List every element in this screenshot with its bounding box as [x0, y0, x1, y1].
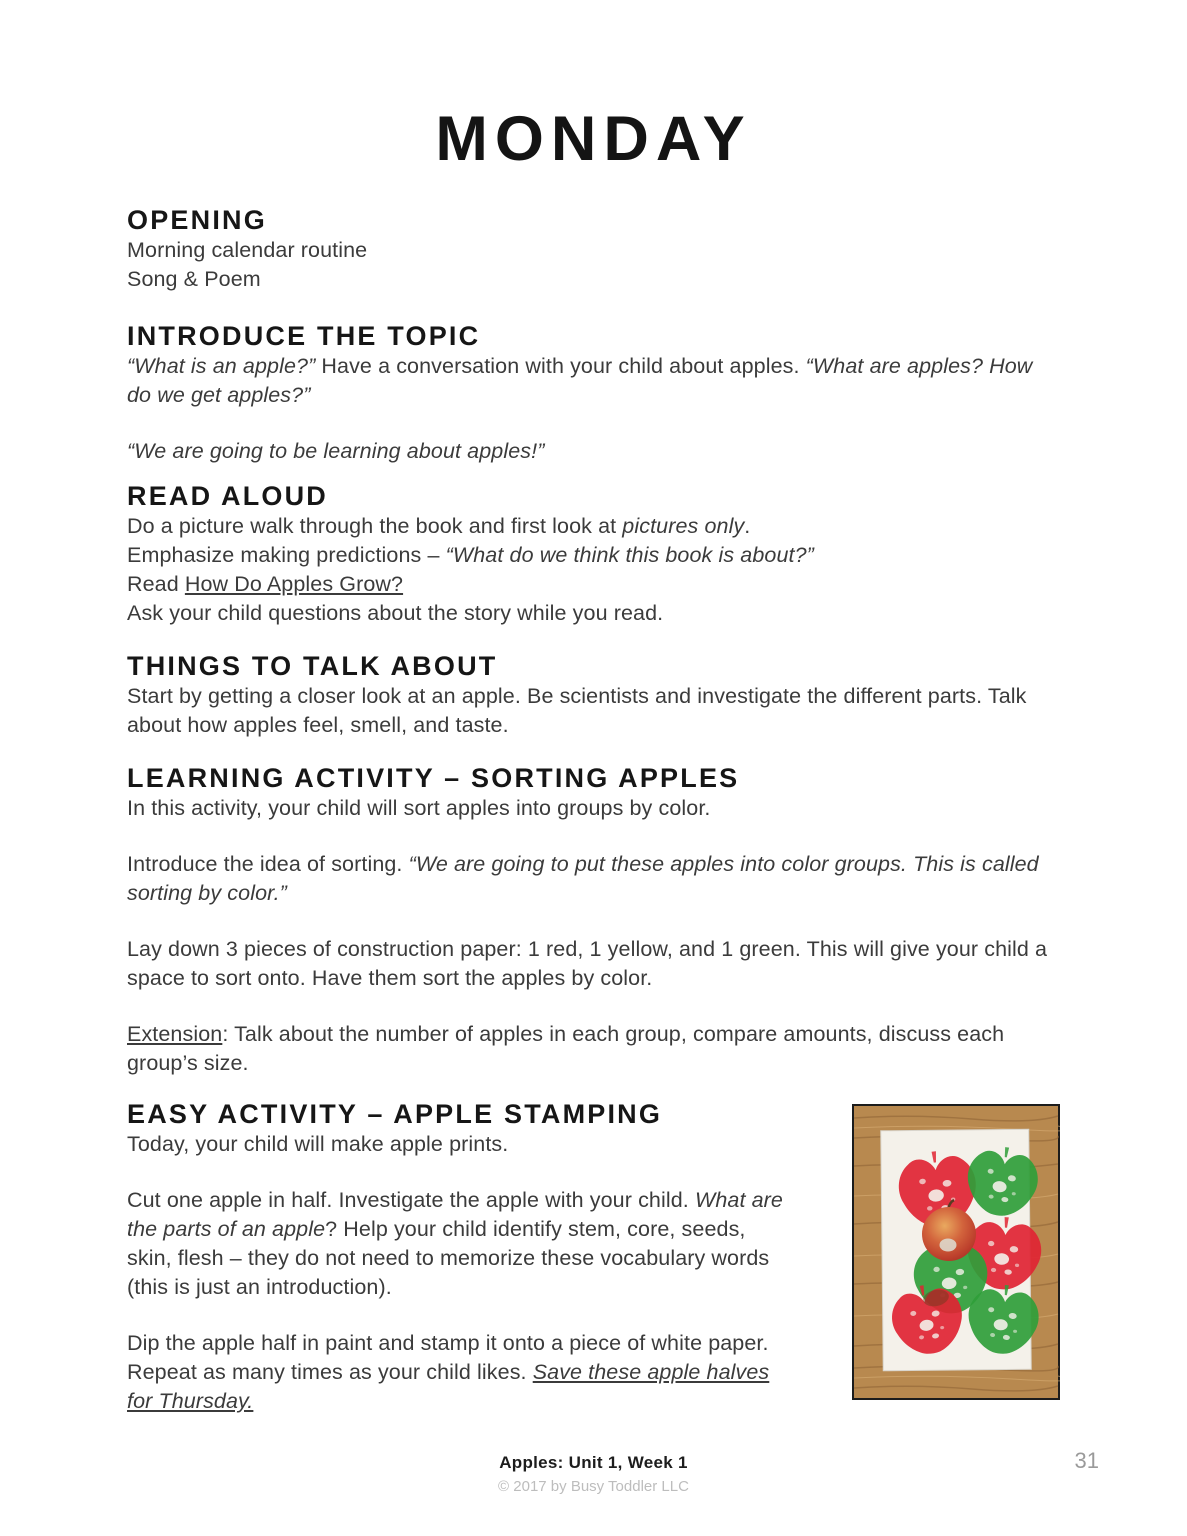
text-run: Today, your child will make apple prints. [127, 1132, 509, 1156]
things-to-talk-about-heading: THINGS TO TALK ABOUT [127, 651, 498, 681]
text-run: Ask your child questions about the story while you read. [127, 601, 664, 625]
opening-line: Song & Poem [127, 267, 261, 291]
extension-paragraph [127, 1020, 1060, 1078]
section-read-aloud [127, 480, 1060, 628]
footer-unit-label: Apples: Unit 1, Week 1 [499, 1453, 688, 1472]
text-run: Introduce the idea of sorting. [127, 852, 409, 876]
text-run: Have a conversation with your child about apples. [315, 354, 806, 378]
page-title: MONDAY [435, 104, 752, 174]
text-run: pictures only [622, 514, 745, 538]
text-run: Extension [127, 1022, 223, 1046]
read-aloud-line [127, 541, 1060, 570]
text-run: Start by getting a closer look at an apple. Be scientists and investigate the different parts. Talk about how apples feel, smell, and taste. [127, 684, 1027, 737]
text-run: : Talk about the number of apples in each group, compare amounts, discuss each group’s size. [127, 1022, 1005, 1075]
read-aloud-heading: READ ALOUD [127, 481, 328, 511]
text-run: Read [127, 572, 185, 596]
text-run: Dip the apple half in paint and stamp it onto a piece of white paper. Repeat as many times as your child likes. [127, 1331, 769, 1384]
text-run: “We are going to be learning about apples!” [127, 439, 545, 463]
text-run: Cut one apple in half. Investigate the apple with your child. [127, 1188, 695, 1212]
paragraph [127, 935, 1060, 993]
text-run: ? Help your child identify stem, core, seeds, skin, flesh – they do not need to memorize these vocabulary words (this is just an introduction). [127, 1217, 770, 1299]
text-run: “We are going to put these apples into color groups. This is called sorting by color.” [127, 852, 1039, 905]
introduce-topic-heading: INTRODUCE THE TOPIC [127, 321, 481, 351]
paragraph [127, 352, 1060, 410]
text-run: “What do we think this book is about?” [445, 543, 814, 567]
paragraph [127, 682, 1060, 740]
section-things-to-talk-about [127, 650, 1060, 740]
paragraph [127, 1130, 792, 1159]
apple-stamping-photo-graphic [852, 1104, 1060, 1400]
paragraph [127, 794, 1060, 823]
text-run: “What is an apple?” [127, 354, 316, 378]
text-run: Emphasize making predictions – [127, 543, 446, 567]
opening-heading: OPENING [127, 205, 267, 235]
easy-activity-heading: EASY ACTIVITY – APPLE STAMPING [127, 1099, 663, 1129]
text-run: . [744, 514, 751, 538]
text-run: Save these apple halves for Thursday. [127, 1360, 770, 1413]
text-run: Lay down 3 pieces of construction paper: 1 red, 1 yellow, and 1 green. This will give your child a space to sort onto. Have them sort the apples by color. [127, 937, 1048, 990]
paragraph [127, 437, 1060, 466]
section-introduce-topic [127, 320, 1060, 466]
text-run: In this activity, your child will sort apples into groups by color. [127, 796, 711, 820]
page-content [0, 104, 1187, 1416]
easy-activity-text [127, 1130, 792, 1416]
section-easy-activity [127, 1098, 1060, 1416]
paragraph [127, 1186, 792, 1302]
read-aloud-line-book-title [127, 570, 1060, 599]
learning-activity-heading: LEARNING ACTIVITY – SORTING APPLES [127, 763, 740, 793]
text-run: Do a picture walk through the book and first look at [127, 514, 623, 538]
section-learning-activity [127, 762, 1060, 1078]
read-aloud-line [127, 599, 1060, 628]
text-run: What are the parts of an apple [127, 1188, 783, 1241]
text-run: How Do Apples Grow? [184, 572, 404, 596]
opening-line: Morning calendar routine [127, 238, 368, 262]
apple-stamping-photo [852, 1104, 1060, 1400]
read-aloud-line [127, 512, 1060, 541]
footer-copyright: © 2017 by Busy Toddler LLC [498, 1478, 689, 1495]
text-run: “What are apples? How do we get apples?” [127, 354, 1033, 407]
page-number: 31 [1074, 1448, 1099, 1473]
paragraph [127, 1329, 792, 1416]
paragraph [127, 850, 1060, 908]
section-opening [127, 204, 1060, 294]
page-footer [0, 1452, 1187, 1497]
